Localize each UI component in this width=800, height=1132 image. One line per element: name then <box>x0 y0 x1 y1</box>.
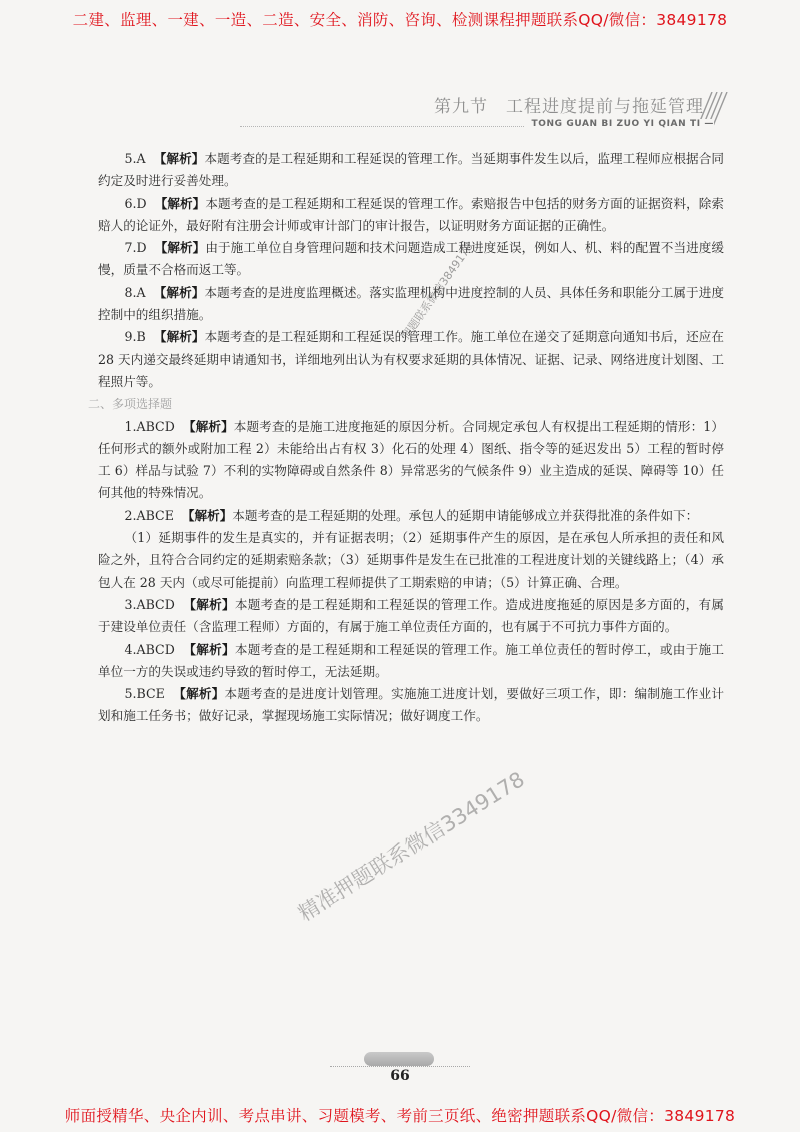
bottom-ad-banner: 师面授精华、央企内训、考点串讲、习题模考、考前三页纸、绝密押题联系QQ/微信：3849178 <box>64 1107 736 1125</box>
answer-item: 5.BCE 【解析】本题考查的是进度计划管理。实施施工进度计划，要做好三项工作，即：编制施工作业计划和施工任务书；做好记录，掌握现场施工实际情况；做好调度工作。 <box>98 686 725 724</box>
answer-item: 8.A 【解析】本题考查的是进度监理概述。落实监理机构中进度控制的人员、具体任务和职能分工属于进度控制中的组织措施。 <box>98 284 725 323</box>
chapter-header <box>434 92 704 117</box>
page-number: 66 <box>390 1068 410 1084</box>
answer-item: 2.ABCE 【解析】本题考查的是工程延期的处理。承包人的延期申请能够成立并获得批准的条件如下： <box>124 507 699 523</box>
section-title: 工程进度提前与拖延管理 <box>506 97 704 117</box>
section-heading-multi-choice: 二、多项选择题 <box>88 397 173 412</box>
answer-content <box>88 148 724 728</box>
header-subtitle: TONG GUAN BI ZUO YI QIAN TI — <box>525 119 714 129</box>
answer-item: 6.D 【解析】本题考查的是工程延期和工程延误的管理工作。索赔报告中包括的财务方面的证据资料，除索赔人的论证外，最好附有注册会计师或审计部门的审计报告，以证明财务方面证据的正确性。 <box>98 195 724 233</box>
page-number-tab <box>364 1052 434 1066</box>
top-ad-banner: 二建、监理、一建、一造、二造、安全、消防、咨询、检测课程押题联系QQ/微信：3849178 <box>72 11 728 29</box>
answer-item: 5.A 【解析】本题考查的是工程延期和工程延误的管理工作。当延期事件发生以后，监理工程师应根据合同约定及时进行妥善处理。 <box>98 151 725 189</box>
answer-item: 3.ABCD 【解析】本题考查的是工程延期和工程延误的管理工作。造成进度拖延的原因是多方面的，有属于建设单位责任（含监理工程师）方面的，有属于施工单位责任方面的，也有属于不可抗力事件方面的。 <box>98 596 724 635</box>
small-watermark: 押题联系微信3849178 <box>399 240 476 343</box>
main-watermark: 精准押题联系微信3349178 <box>294 767 529 927</box>
answer-item: 9.B 【解析】本题考查的是工程延期和工程延误的管理工作。施工单位在递交了延期意向通知书后，还应在 28 天内递交最终延期申请通知书，详细地列出认为有权要求延期的具体情况、证据、记录、网络进度计划图、工程照片等。 <box>98 329 725 389</box>
answer-item: 4.ABCD 【解析】本题考查的是工程延期和工程延误的管理工作。施工单位责任的暂时停工，或由于施工单位一方的失误或违约导致的暂时停工，无法延期。 <box>98 641 724 679</box>
answer-item-conditions: （1）延期事件的发生是真实的，并有证据表明；（2）延期事件产生的原因，是在承包人所承担的责任和风险之外，且符合合同约定的延期索赔条款；（3）延期事件是发生在已批准的工程进度计划的关键线路上；（4）承包人在 28 天内（或尽可能提前）向监理工程师提供了工期索赔的申请；（5）计算正确、合理。 <box>98 530 724 590</box>
answer-item: 1.ABCD 【解析】本题考查的是施工进度拖延的原因分析。合同规定承包人有权提出工程延期的情形：1）任何形式的额外或附加工程 2）未能给出占有权 3）化石的处理 4）图纸、指令等的延迟发出 5）工程的暂时停工 6）样品与试验 7）不利的实物障碍或自然条件 8）异常恶劣的气候条件 9）业主造成的延误、障碍等 10）任何其他的特殊情况。 <box>98 418 724 501</box>
section-number: 第九节 <box>434 97 488 117</box>
page-number-rule <box>330 1066 470 1067</box>
answer-item: 7.D 【解析】由于施工单位自身管理问题和技术问题造成工程进度延误，例如人、机、料的配置不当进度缓慢，质量不合格而返工等。 <box>98 240 724 278</box>
